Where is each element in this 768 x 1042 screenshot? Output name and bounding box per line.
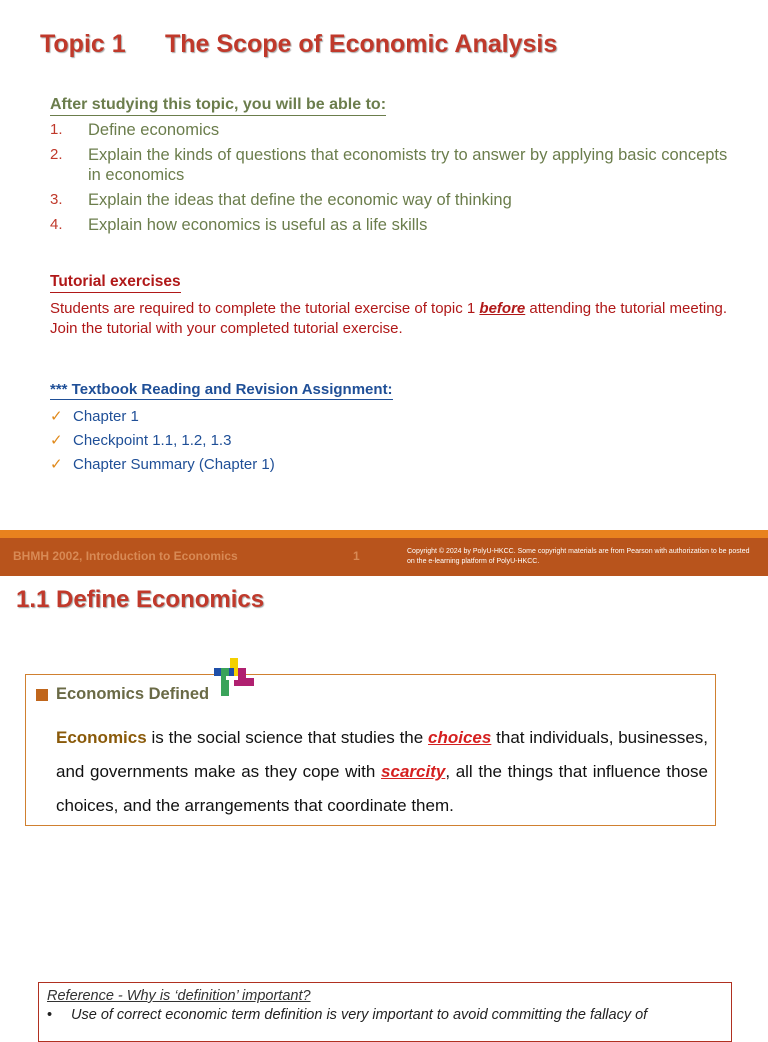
list-item [50, 215, 730, 235]
tutorial-before-emphasis: before [479, 300, 526, 317]
checkmark-icon: ✓ [50, 432, 63, 449]
list-item [50, 405, 275, 429]
definition-text [56, 721, 708, 823]
topic-number: Topic 1 [40, 30, 126, 58]
definition-text-part: is the social science that studies the [146, 728, 429, 747]
list-text: Explain how economics is useful as a life skills [88, 216, 428, 234]
list-number: 4. [50, 216, 63, 233]
list-text: Define economics [88, 121, 220, 139]
tutorial-text [50, 299, 730, 339]
checkmark-icon: ✓ [50, 456, 63, 473]
list-text: Explain the kinds of questions that economists try to answer by applying basic concepts in economics [88, 146, 728, 184]
reading-list [50, 405, 275, 477]
list-text: Chapter Summary (Chapter 1) [73, 456, 275, 473]
definition-text-part: , all the things that influence those choices, and the arrangements that coordinate them. [56, 762, 709, 815]
objectives-list [50, 120, 730, 240]
list-number: 1. [50, 121, 63, 138]
list-number: 2. [50, 146, 63, 163]
reference-bullet [47, 1007, 727, 1023]
list-text: Checkpoint 1.1, 1.2, 1.3 [73, 432, 232, 449]
tutorial-heading: Tutorial exercises [50, 273, 181, 293]
pinwheel-logo-icon [212, 656, 256, 700]
footer-course: BHMH 2002, Introduction to Economics [13, 549, 238, 563]
square-bullet-icon [36, 689, 48, 701]
scarcity-emphasis: scarcity [381, 762, 446, 781]
bullet-dot: • [47, 1007, 53, 1023]
list-text: Explain the ideas that define the economic way of thinking [88, 191, 512, 209]
reference-heading: Reference - Why is ‘definition’ important? [47, 988, 311, 1004]
objectives-heading: After studying this topic, you will be able to: [50, 96, 386, 116]
topic-title [40, 30, 557, 59]
list-item [50, 429, 275, 453]
footer-page-number: 1 [353, 549, 360, 563]
section-title: 1.1 Define Economics [16, 586, 265, 613]
list-item [50, 453, 275, 477]
list-text: Chapter 1 [73, 408, 139, 425]
tutorial-text-part: attending the tutorial meeting. Join the tutorial with your completed tutorial exercise. [50, 300, 728, 337]
definition-term: Economics [56, 728, 147, 747]
definition-heading [36, 685, 209, 704]
list-item [50, 145, 730, 185]
checkmark-icon: ✓ [50, 408, 63, 425]
list-item [50, 120, 730, 140]
choices-emphasis: choices [428, 728, 492, 747]
footer-copyright: Copyright © 2024 by PolyU-HKCC. Some copyright materials are from Pearson with authorization to be posted on the e-learning platform of PolyU-HKCC. [407, 548, 750, 565]
definition-text-part: that individuals, businesses, and governments make as they cope with [56, 728, 708, 781]
tutorial-text-part: Students are required to complete the tutorial exercise of topic 1 [50, 300, 480, 317]
footer-accent-line [0, 530, 768, 538]
reference-text: Use of correct economic term definition is very important to avoid committing the fallacy of [71, 1007, 648, 1023]
list-item [50, 190, 730, 210]
topic-title-text: The Scope of Economic Analysis [165, 30, 558, 58]
definition-heading-text: Economics Defined [56, 685, 210, 703]
slide-footer [0, 538, 768, 576]
reading-heading: *** Textbook Reading and Revision Assignment: [50, 381, 393, 398]
list-number: 3. [50, 191, 63, 208]
